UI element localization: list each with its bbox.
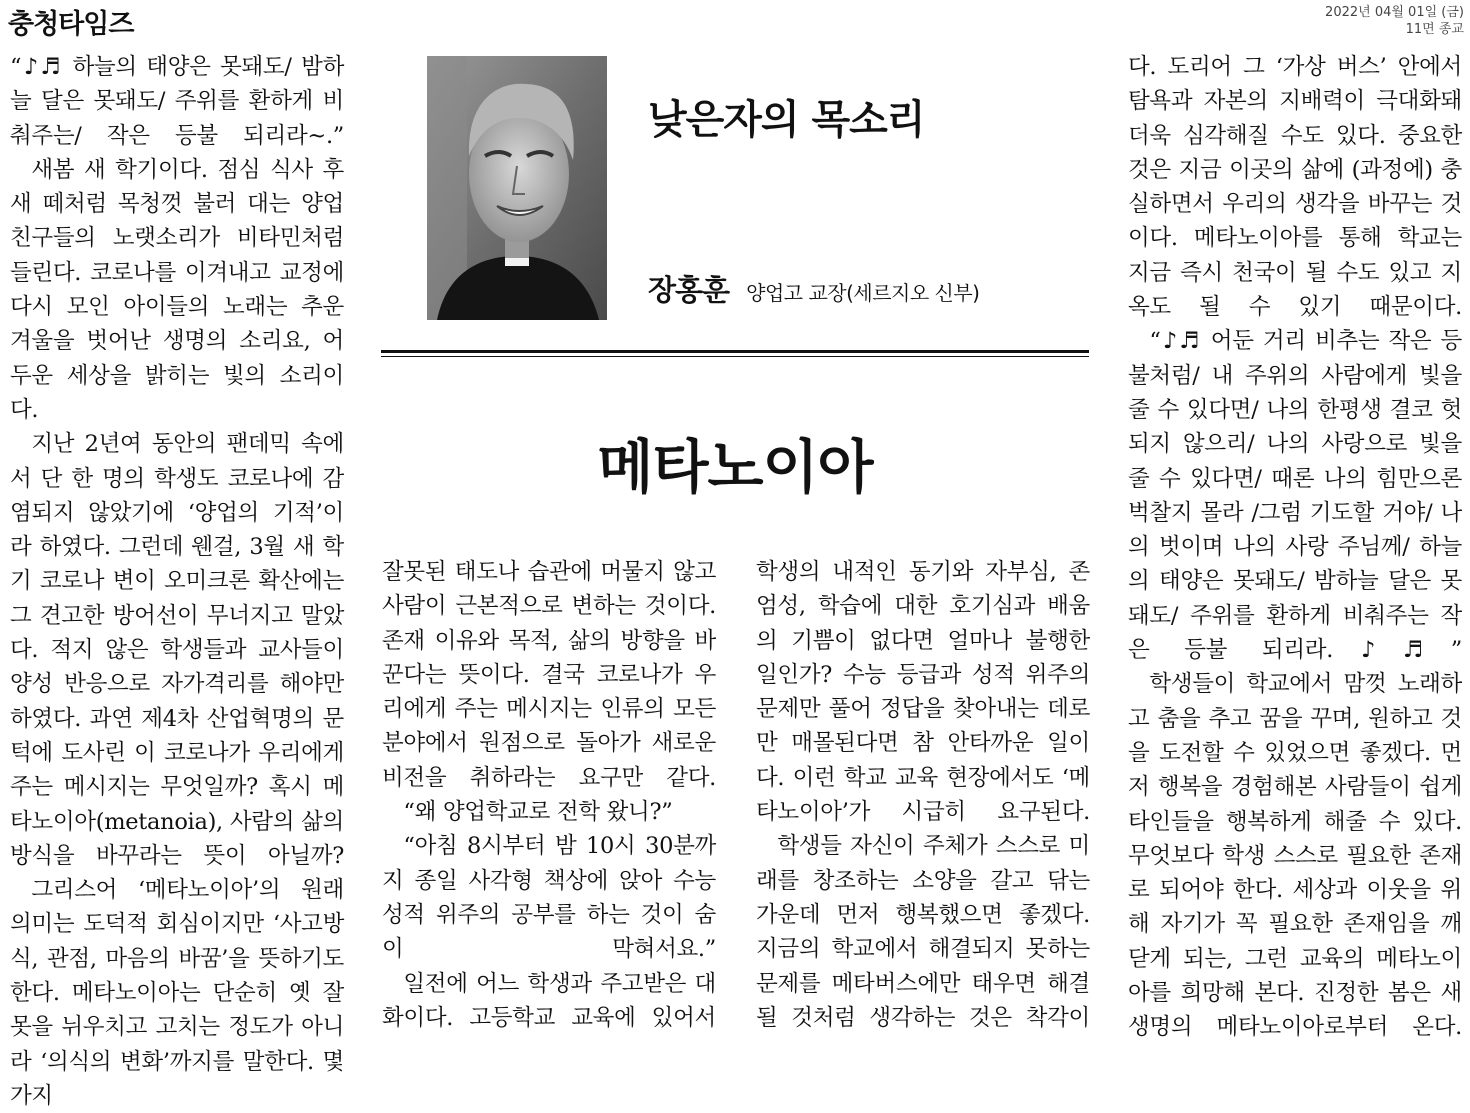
issue-page: 11면 종교	[1405, 22, 1464, 37]
paragraph: 학생들이 학교에서 맘껏 노래하고 춤을 추고 꿈을 꾸며, 원하고 것을 도전할 수 있었으면 좋겠다. 먼저 행복을 경험해본 사람들이 쉽게 타인들을 행복하게 해줄 수 있다. 무엇보다 학생 스스로 필요한 존재로 되어야 한다. 세상과 이웃을 위해 자기가 꼭 필요한 존재임을 깨닫게 되는, 그런 교육의 메타노이아를 희망해 본다. 진정한 봄은 새 생명의 메타노이아로부터 온다.	[1128, 671, 1462, 1041]
series-title: 낮은자의 목소리	[648, 97, 925, 143]
header-rule-thin	[381, 356, 1089, 357]
paragraph: 일전에 어느 학생과 주고받은 대화이다. 고등학교 교육에 있어서	[382, 970, 716, 1031]
paragraph: “♪♬ 어둔 거리 비추는 작은 등불처럼/ 내 주위의 사람에게 빛을 줄 수 있다면/ 나의 한평생 결코 헛되지 않으리/ 나의 사랑으로 빛을 줄 수 있다면/ 때론 나의 힘만으론 벅찰지 몰라 /그럼 기도할 거야/ 나의 벗이며 나의 사랑 주님께/ 하늘의 태양은 못돼도/ 밤하늘 달은 못돼도/ 주위를 환하게 비춰주는 작은 등불 되리라.♪♬”	[1128, 328, 1462, 664]
paragraph: 잘못된 태도나 습관에 머물지 않고 사람이 근본적으로 변하는 것이다. 존재 이유와 목적, 삶의 방향을 바꾼다는 뜻이다. 결국 코로나가 우리에게 주는 메시지는 인류의 모든 분야에서 원점으로 돌아가 새로운 비전을 취하라는 요구만 같다.	[382, 559, 716, 791]
article-headline: 메타노이아	[597, 433, 873, 501]
paragraph: 다. 도리어 그 ‘가상 버스’ 안에서 탐욕과 자본의 지배력이 극대화돼 더욱 심각해질 수도 있다. 중요한 것은 지금 이곳의 삶에 (과정에) 충실하면서 우리의 생각을 바꾸는 것이다. 메타노이아를 통해 학교는 지금 즉시 천국이 될 수도 있고 지옥도 될 수 있기 때문이다.	[1128, 54, 1462, 321]
author-name: 장홍훈	[648, 273, 730, 307]
paragraph: 그리스어 ‘메타노이아’의 원래 의미는 도덕적 회심이지만 ‘사고방식, 관점, 마음의 바꿈’을 뜻하기도 한다. 메타노이아는 단순히 옛 잘못을 뉘우치고 고치는 정도가 아니라 ‘의식의 변화’까지를 말한다. 몇 가지	[10, 877, 344, 1109]
paragraph: “♪♬ 하늘의 태양은 못돼도/ 밤하늘 달은 못돼도/ 주위를 환하게 비춰주는/ 작은 등불 되리라~.”	[10, 54, 344, 149]
article-column-3	[756, 555, 1090, 1035]
paragraph: “왜 양업학교로 전학 왔니?”	[403, 799, 673, 826]
paragraph: 지난 2년여 동안의 팬데믹 속에서 단 한 명의 학생도 코로나에 감염되지 않았기에 ‘양업의 기적’이라 하였다. 그런데 웬걸, 3월 새 학기 코로나 변이 오미크론 확산에는 그 견고한 방어선이 무너지고 말았다. 적지 않은 학생들과 교사들이 양성 반응으로 자가격리를 해야만 하였다. 과연 제4차 산업혁명의 문턱에 도사린 이 코로나가 우리에게 주는 메시지는 무엇일까? 혹시 메타노이아(metanoia), 사람의 삶의 방식을 바꾸라는 뜻이 아닐까?	[10, 431, 344, 869]
author-photo	[427, 56, 607, 320]
byline	[648, 268, 979, 309]
article-column-1	[10, 50, 344, 1113]
issue-date: 2022년 04월 01일 (금)	[1325, 5, 1464, 20]
paragraph: 학생의 내적인 동기와 자부심, 존엄성, 학습에 대한 호기심과 배움의 기쁨이 없다면 얼마나 불행한 일인가? 수능 등급과 성적 위주의 문제만 풀어 정답을 찾아내는 데로만 매몰된다면 참 안타까운 일이다. 이런 학교 교육 현장에서도 ‘메타노이아’가 시급히 요구된다.	[756, 559, 1090, 826]
issue-meta	[1325, 4, 1464, 38]
paragraph: “아침 8시부터 밤 10시 30분까지 종일 사각형 책상에 앉아 수능성적 위주의 공부를 하는 것이 숨이 막혀서요.”	[382, 833, 716, 963]
author-portrait-icon	[427, 56, 607, 320]
masthead: 충청타임즈	[8, 9, 134, 40]
article-column-2	[382, 555, 716, 1035]
article-column-4	[1128, 50, 1462, 1045]
header-rule-thick	[381, 350, 1089, 353]
paragraph: 학생들 자신이 주체가 스스로 미래를 창조하는 소양을 갈고 닦는 가운데 먼저 행복했으면 좋겠다. 지금의 학교에서 해결되지 못하는 문제를 메타버스에만 태우면 해결될 것처럼 생각하는 것은 착각이	[756, 833, 1090, 1031]
author-role: 양업고 교장(세르지오 신부)	[746, 281, 980, 305]
paragraph: 새봄 새 학기이다. 점심 식사 후 새 떼처럼 목청껏 불러 대는 양업 친구들의 노랫소리가 비타민처럼 들린다. 코로나를 이겨내고 교정에 다시 모인 아이들의 노래는 추운 겨울을 벗어난 생명의 소리요, 어두운 세상을 밝히는 빛의 소리이다.	[10, 156, 344, 423]
